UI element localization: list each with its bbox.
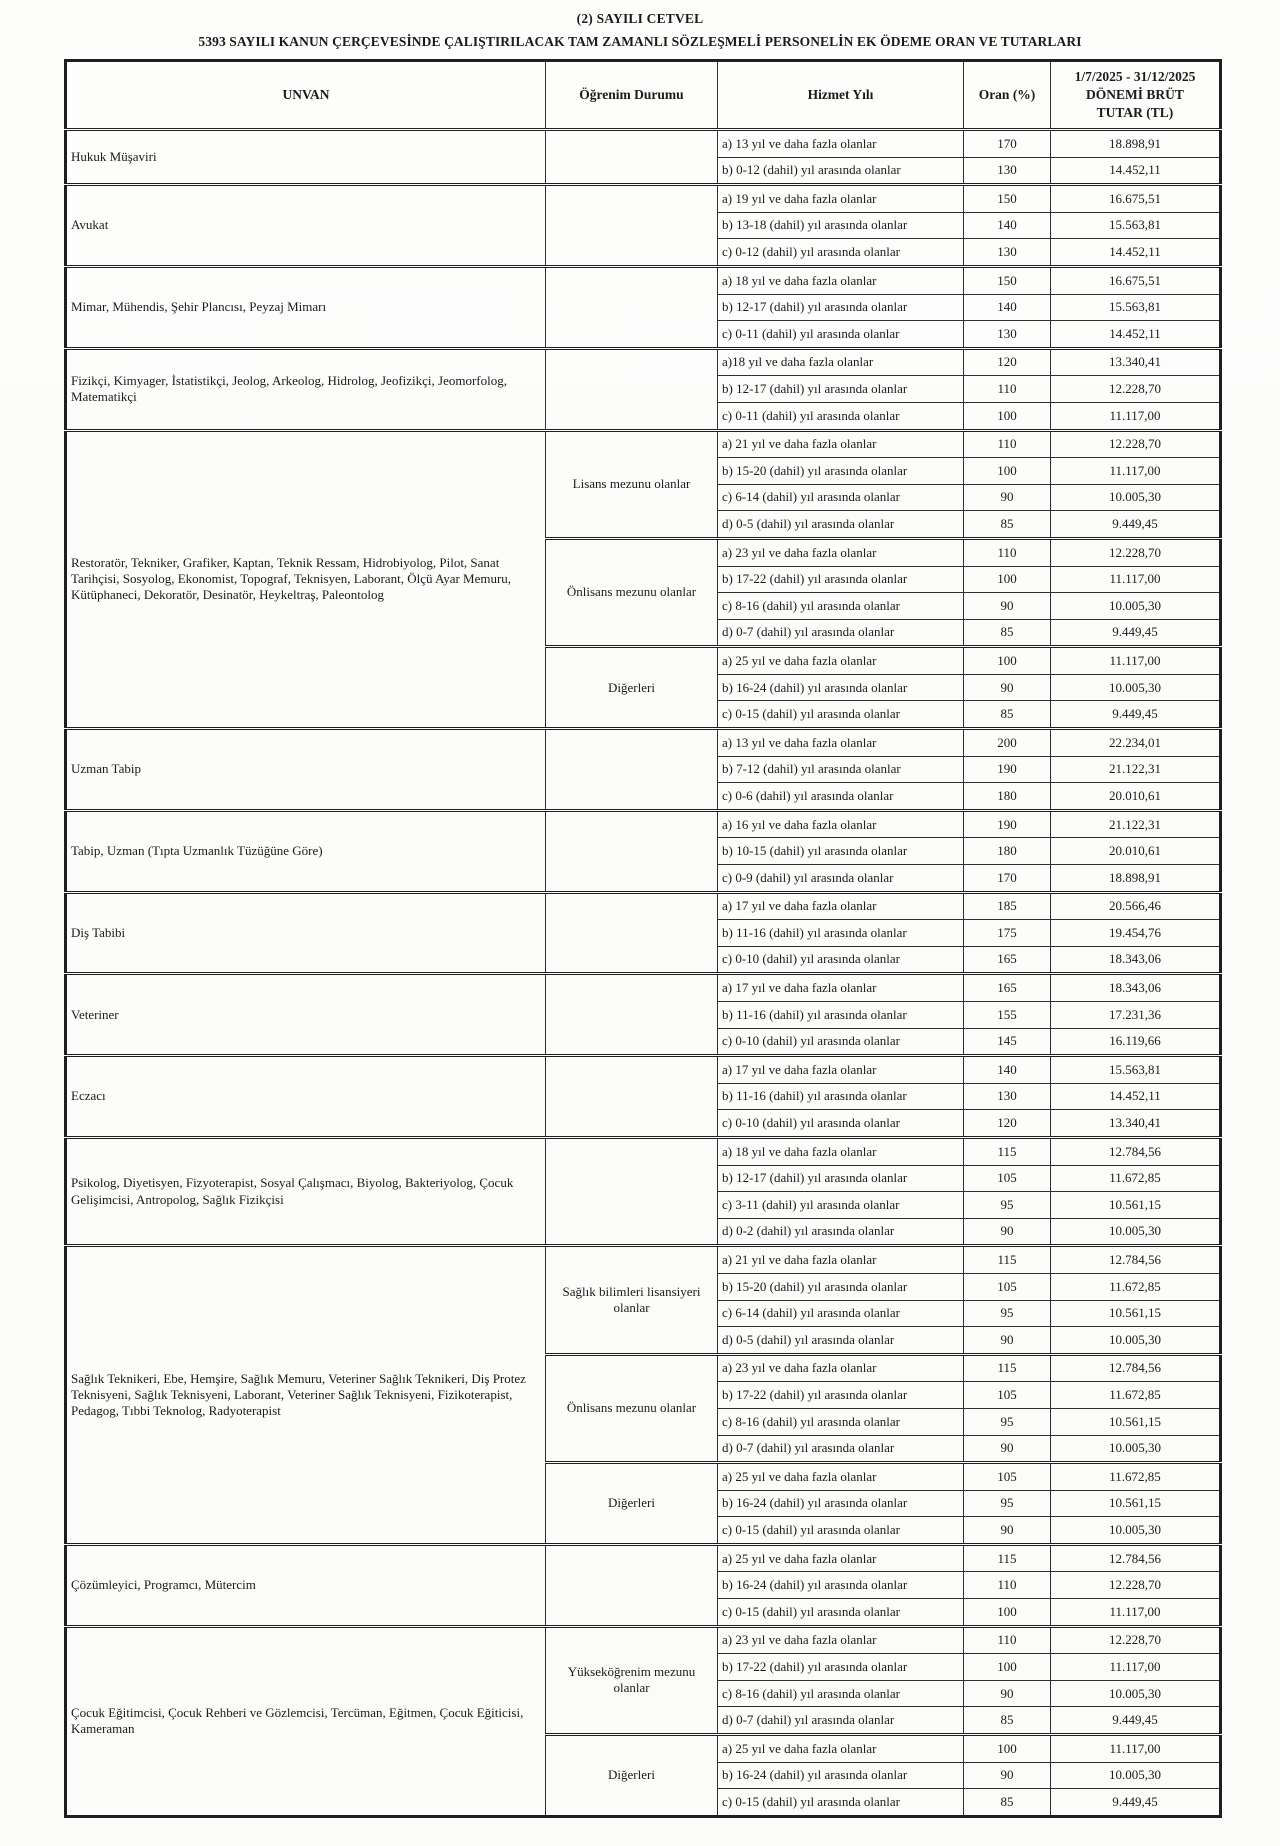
tutar-cell: 18.343,06 bbox=[1051, 974, 1221, 1002]
egitim-cell bbox=[546, 130, 718, 185]
tutar-cell: 9.449,45 bbox=[1051, 1707, 1221, 1735]
hizmet-yili-cell: b) 11-16 (dahil) yıl arasında olanlar bbox=[718, 920, 964, 947]
table-row bbox=[66, 266, 1221, 294]
hizmet-yili-cell: a) 23 yıl ve daha fazla olanlar bbox=[718, 1626, 964, 1654]
hizmet-yili-cell: d) 0-5 (dahil) yıl arasında olanlar bbox=[718, 511, 964, 539]
unvan-cell: Eczacı bbox=[66, 1056, 546, 1138]
col-egitim: Öğrenim Durumu bbox=[546, 61, 718, 130]
hizmet-yili-cell: a) 13 yıl ve daha fazla olanlar bbox=[718, 130, 964, 158]
hizmet-yili-cell: a) 25 yıl ve daha fazla olanlar bbox=[718, 647, 964, 675]
tutar-cell: 12.784,56 bbox=[1051, 1354, 1221, 1382]
tutar-cell: 9.449,45 bbox=[1051, 511, 1221, 539]
oran-cell: 95 bbox=[964, 1300, 1051, 1327]
unvan-cell: Sağlık Teknikeri, Ebe, Hemşire, Sağlık Memuru, Veteriner Sağlık Teknikeri, Diş Protez Teknisyeni, Sağlık Teknisyeni, Laborant, Veteriner Sağlık Teknisyeni, Fizikoterapist, Pedagog, Tıbbi Teknolog, Radyoterapist bbox=[66, 1246, 546, 1545]
table-body bbox=[66, 130, 1221, 1817]
hizmet-yili-cell: c) 8-16 (dahil) yıl arasında olanlar bbox=[718, 593, 964, 620]
oran-cell: 105 bbox=[964, 1273, 1051, 1300]
table-header-row bbox=[66, 61, 1221, 130]
oran-cell: 110 bbox=[964, 1572, 1051, 1599]
hizmet-yili-cell: b) 16-24 (dahil) yıl arasında olanlar bbox=[718, 1572, 964, 1599]
tutar-cell: 14.452,11 bbox=[1051, 157, 1221, 185]
egitim-cell bbox=[546, 1544, 718, 1626]
tutar-cell: 11.117,00 bbox=[1051, 566, 1221, 593]
oran-cell: 85 bbox=[964, 511, 1051, 539]
hizmet-yili-cell: c) 8-16 (dahil) yıl arasında olanlar bbox=[718, 1680, 964, 1707]
tutar-cell: 13.340,41 bbox=[1051, 348, 1221, 376]
oran-cell: 115 bbox=[964, 1137, 1051, 1165]
egitim-cell bbox=[546, 348, 718, 430]
table-row bbox=[66, 130, 1221, 158]
egitim-cell bbox=[546, 892, 718, 974]
hizmet-yili-cell: a) 17 yıl ve daha fazla olanlar bbox=[718, 892, 964, 920]
oran-cell: 120 bbox=[964, 1110, 1051, 1138]
oran-cell: 130 bbox=[964, 157, 1051, 185]
hizmet-yili-cell: b) 12-17 (dahil) yıl arasında olanlar bbox=[718, 376, 964, 403]
oran-cell: 100 bbox=[964, 647, 1051, 675]
oran-cell: 100 bbox=[964, 566, 1051, 593]
hizmet-yili-cell: c) 6-14 (dahil) yıl arasında olanlar bbox=[718, 1300, 964, 1327]
hizmet-yili-cell: a) 23 yıl ve daha fazla olanlar bbox=[718, 1354, 964, 1382]
oran-cell: 165 bbox=[964, 946, 1051, 974]
table-row bbox=[66, 348, 1221, 376]
tutar-cell: 11.117,00 bbox=[1051, 402, 1221, 430]
egitim-cell: Önlisans mezunu olanlar bbox=[546, 538, 718, 646]
col-oran: Oran (%) bbox=[964, 61, 1051, 130]
col-hizmet: Hizmet Yılı bbox=[718, 61, 964, 130]
tutar-cell: 10.561,15 bbox=[1051, 1408, 1221, 1435]
hizmet-yili-cell: b) 17-22 (dahil) yıl arasında olanlar bbox=[718, 1654, 964, 1681]
tutar-cell: 12.228,70 bbox=[1051, 538, 1221, 566]
oran-cell: 140 bbox=[964, 294, 1051, 321]
tutar-cell: 14.452,11 bbox=[1051, 321, 1221, 349]
col-tutar-line: DÖNEMİ BRÜT bbox=[1086, 86, 1184, 102]
hizmet-yili-cell: b) 17-22 (dahil) yıl arasında olanlar bbox=[718, 566, 964, 593]
egitim-cell: Sağlık bilimleri lisansiyeri olanlar bbox=[546, 1246, 718, 1354]
tutar-cell: 10.005,30 bbox=[1051, 1517, 1221, 1545]
oran-cell: 95 bbox=[964, 1490, 1051, 1517]
hizmet-yili-cell: c) 0-15 (dahil) yıl arasında olanlar bbox=[718, 1517, 964, 1545]
oran-cell: 170 bbox=[964, 865, 1051, 893]
ek-odeme-table bbox=[64, 59, 1222, 1818]
tutar-cell: 12.784,56 bbox=[1051, 1544, 1221, 1572]
tutar-cell: 12.228,70 bbox=[1051, 376, 1221, 403]
tutar-cell: 14.452,11 bbox=[1051, 1083, 1221, 1110]
hizmet-yili-cell: d) 0-2 (dahil) yıl arasında olanlar bbox=[718, 1218, 964, 1246]
tutar-cell: 10.005,30 bbox=[1051, 593, 1221, 620]
oran-cell: 90 bbox=[964, 1327, 1051, 1355]
oran-cell: 105 bbox=[964, 1165, 1051, 1192]
tutar-cell: 21.122,31 bbox=[1051, 810, 1221, 838]
unvan-cell: Psikolog, Diyetisyen, Fizyoterapist, Sosyal Çalışmacı, Biyolog, Bakteriyolog, Çocuk Gelişimcisi, Antropolog, Sağlık Fizikçisi bbox=[66, 1137, 546, 1245]
tutar-cell: 12.228,70 bbox=[1051, 1626, 1221, 1654]
unvan-cell: Tabip, Uzman (Tıpta Uzmanlık Tüzüğüne Göre) bbox=[66, 810, 546, 892]
tutar-cell: 11.672,85 bbox=[1051, 1165, 1221, 1192]
hizmet-yili-cell: a) 25 yıl ve daha fazla olanlar bbox=[718, 1735, 964, 1763]
tutar-cell: 19.454,76 bbox=[1051, 920, 1221, 947]
egitim-cell bbox=[546, 185, 718, 267]
oran-cell: 85 bbox=[964, 1789, 1051, 1817]
table-row bbox=[66, 729, 1221, 757]
col-tutar bbox=[1051, 61, 1221, 130]
oran-cell: 140 bbox=[964, 212, 1051, 239]
document-title: (2) SAYILI CETVEL bbox=[576, 11, 704, 26]
table-row bbox=[66, 1056, 1221, 1084]
hizmet-yili-cell: a) 16 yıl ve daha fazla olanlar bbox=[718, 810, 964, 838]
tutar-cell: 10.005,30 bbox=[1051, 484, 1221, 511]
egitim-cell bbox=[546, 1137, 718, 1245]
hizmet-yili-cell: c) 0-15 (dahil) yıl arasında olanlar bbox=[718, 1789, 964, 1817]
hizmet-yili-cell: c) 3-11 (dahil) yıl arasında olanlar bbox=[718, 1192, 964, 1219]
unvan-cell: Mimar, Mühendis, Şehir Plancısı, Peyzaj Mimarı bbox=[66, 266, 546, 348]
hizmet-yili-cell: a) 21 yıl ve daha fazla olanlar bbox=[718, 430, 964, 458]
hizmet-yili-cell: d) 0-7 (dahil) yıl arasında olanlar bbox=[718, 1707, 964, 1735]
egitim-cell: Yükseköğrenim mezunu olanlar bbox=[546, 1626, 718, 1734]
oran-cell: 100 bbox=[964, 1735, 1051, 1763]
hizmet-yili-cell: a)18 yıl ve daha fazla olanlar bbox=[718, 348, 964, 376]
hizmet-yili-cell: c) 6-14 (dahil) yıl arasında olanlar bbox=[718, 484, 964, 511]
hizmet-yili-cell: c) 0-11 (dahil) yıl arasında olanlar bbox=[718, 402, 964, 430]
tutar-cell: 12.784,56 bbox=[1051, 1137, 1221, 1165]
tutar-cell: 12.784,56 bbox=[1051, 1246, 1221, 1274]
hizmet-yili-cell: c) 0-15 (dahil) yıl arasında olanlar bbox=[718, 1599, 964, 1627]
unvan-cell: Hukuk Müşaviri bbox=[66, 130, 546, 185]
egitim-cell: Önlisans mezunu olanlar bbox=[546, 1354, 718, 1462]
oran-cell: 130 bbox=[964, 239, 1051, 267]
egitim-cell: Diğerleri bbox=[546, 1735, 718, 1817]
oran-cell: 145 bbox=[964, 1028, 1051, 1056]
oran-cell: 85 bbox=[964, 1707, 1051, 1735]
egitim-cell bbox=[546, 266, 718, 348]
hizmet-yili-cell: c) 8-16 (dahil) yıl arasında olanlar bbox=[718, 1408, 964, 1435]
tutar-cell: 10.561,15 bbox=[1051, 1490, 1221, 1517]
hizmet-yili-cell: d) 0-5 (dahil) yıl arasında olanlar bbox=[718, 1327, 964, 1355]
oran-cell: 200 bbox=[964, 729, 1051, 757]
hizmet-yili-cell: b) 16-24 (dahil) yıl arasında olanlar bbox=[718, 674, 964, 701]
oran-cell: 100 bbox=[964, 1654, 1051, 1681]
tutar-cell: 15.563,81 bbox=[1051, 294, 1221, 321]
egitim-cell: Lisans mezunu olanlar bbox=[546, 430, 718, 538]
hizmet-yili-cell: b) 7-12 (dahil) yıl arasında olanlar bbox=[718, 756, 964, 783]
hizmet-yili-cell: c) 0-12 (dahil) yıl arasında olanlar bbox=[718, 239, 964, 267]
oran-cell: 95 bbox=[964, 1408, 1051, 1435]
hizmet-yili-cell: b) 15-20 (dahil) yıl arasında olanlar bbox=[718, 1273, 964, 1300]
oran-cell: 185 bbox=[964, 892, 1051, 920]
oran-cell: 130 bbox=[964, 321, 1051, 349]
tutar-cell: 11.117,00 bbox=[1051, 1599, 1221, 1627]
unvan-cell: Veteriner bbox=[66, 974, 546, 1056]
oran-cell: 90 bbox=[964, 1218, 1051, 1246]
tutar-cell: 20.010,61 bbox=[1051, 783, 1221, 811]
tutar-cell: 11.117,00 bbox=[1051, 1654, 1221, 1681]
oran-cell: 90 bbox=[964, 674, 1051, 701]
oran-cell: 90 bbox=[964, 593, 1051, 620]
tutar-cell: 14.452,11 bbox=[1051, 239, 1221, 267]
oran-cell: 110 bbox=[964, 430, 1051, 458]
oran-cell: 90 bbox=[964, 1762, 1051, 1789]
oran-cell: 90 bbox=[964, 484, 1051, 511]
oran-cell: 120 bbox=[964, 348, 1051, 376]
oran-cell: 190 bbox=[964, 810, 1051, 838]
tutar-cell: 20.566,46 bbox=[1051, 892, 1221, 920]
oran-cell: 150 bbox=[964, 266, 1051, 294]
hizmet-yili-cell: b) 10-15 (dahil) yıl arasında olanlar bbox=[718, 838, 964, 865]
oran-cell: 110 bbox=[964, 376, 1051, 403]
col-tutar-line: 1/7/2025 - 31/12/2025 bbox=[1074, 68, 1196, 84]
oran-cell: 180 bbox=[964, 783, 1051, 811]
unvan-cell: Çözümleyici, Programcı, Mütercim bbox=[66, 1544, 546, 1626]
oran-cell: 115 bbox=[964, 1354, 1051, 1382]
table-header bbox=[66, 61, 1221, 130]
table-row bbox=[66, 1246, 1221, 1274]
tutar-cell: 21.122,31 bbox=[1051, 756, 1221, 783]
tutar-cell: 10.005,30 bbox=[1051, 674, 1221, 701]
hizmet-yili-cell: a) 23 yıl ve daha fazla olanlar bbox=[718, 538, 964, 566]
oran-cell: 150 bbox=[964, 185, 1051, 213]
oran-cell: 140 bbox=[964, 1056, 1051, 1084]
hizmet-yili-cell: d) 0-7 (dahil) yıl arasında olanlar bbox=[718, 619, 964, 647]
tutar-cell: 13.340,41 bbox=[1051, 1110, 1221, 1138]
hizmet-yili-cell: b) 12-17 (dahil) yıl arasında olanlar bbox=[718, 1165, 964, 1192]
unvan-cell: Restoratör, Tekniker, Grafiker, Kaptan, Teknik Ressam, Hidrobiyolog, Pilot, Sanat Tarihçisi, Sosyolog, Ekonomist, Topograf, Teknisyen, Laborant, Ölçü Ayar Memuru, Kütüphaneci, Dekoratör, Desinatör, Heykeltraş, Paleontolog bbox=[66, 430, 546, 729]
oran-cell: 170 bbox=[964, 130, 1051, 158]
tutar-cell: 11.672,85 bbox=[1051, 1382, 1221, 1409]
hizmet-yili-cell: c) 0-15 (dahil) yıl arasında olanlar bbox=[718, 701, 964, 729]
oran-cell: 115 bbox=[964, 1246, 1051, 1274]
table-row bbox=[66, 185, 1221, 213]
oran-cell: 90 bbox=[964, 1435, 1051, 1463]
tutar-cell: 10.561,15 bbox=[1051, 1300, 1221, 1327]
egitim-cell bbox=[546, 810, 718, 892]
col-tutar-line: TUTAR (TL) bbox=[1096, 105, 1174, 121]
oran-cell: 105 bbox=[964, 1382, 1051, 1409]
tutar-cell: 10.005,30 bbox=[1051, 1327, 1221, 1355]
table-row bbox=[66, 892, 1221, 920]
unvan-cell: Diş Tabibi bbox=[66, 892, 546, 974]
oran-cell: 180 bbox=[964, 838, 1051, 865]
tutar-cell: 12.228,70 bbox=[1051, 430, 1221, 458]
tutar-cell: 18.898,91 bbox=[1051, 865, 1221, 893]
hizmet-yili-cell: a) 25 yıl ve daha fazla olanlar bbox=[718, 1463, 964, 1491]
oran-cell: 85 bbox=[964, 619, 1051, 647]
oran-cell: 130 bbox=[964, 1083, 1051, 1110]
tutar-cell: 18.898,91 bbox=[1051, 130, 1221, 158]
tutar-cell: 11.672,85 bbox=[1051, 1273, 1221, 1300]
unvan-cell: Avukat bbox=[66, 185, 546, 267]
unvan-cell: Fizikçi, Kimyager, İstatistikçi, Jeolog, Arkeolog, Hidrolog, Jeofizikçi, Jeomorfolog, Matematikçi bbox=[66, 348, 546, 430]
egitim-cell bbox=[546, 1056, 718, 1138]
tutar-cell: 16.119,66 bbox=[1051, 1028, 1221, 1056]
oran-cell: 175 bbox=[964, 920, 1051, 947]
col-unvan: UNVAN bbox=[66, 61, 546, 130]
table-row bbox=[66, 1626, 1221, 1654]
hizmet-yili-cell: b) 16-24 (dahil) yıl arasında olanlar bbox=[718, 1762, 964, 1789]
oran-cell: 90 bbox=[964, 1517, 1051, 1545]
oran-cell: 85 bbox=[964, 701, 1051, 729]
oran-cell: 105 bbox=[964, 1463, 1051, 1491]
oran-cell: 110 bbox=[964, 538, 1051, 566]
oran-cell: 165 bbox=[964, 974, 1051, 1002]
unvan-cell: Uzman Tabip bbox=[66, 729, 546, 811]
document-subtitle: 5393 SAYILI KANUN ÇERÇEVESİNDE ÇALIŞTIRILACAK TAM ZAMANLI SÖZLEŞMELİ PERSONELİN EK ÖDEME ORAN VE TUTARLARI bbox=[198, 34, 1082, 49]
tutar-cell: 22.234,01 bbox=[1051, 729, 1221, 757]
hizmet-yili-cell: b) 12-17 (dahil) yıl arasında olanlar bbox=[718, 294, 964, 321]
table-row bbox=[66, 1137, 1221, 1165]
tutar-cell: 9.449,45 bbox=[1051, 619, 1221, 647]
egitim-cell bbox=[546, 729, 718, 811]
tutar-cell: 11.672,85 bbox=[1051, 1463, 1221, 1491]
oran-cell: 110 bbox=[964, 1626, 1051, 1654]
hizmet-yili-cell: a) 18 yıl ve daha fazla olanlar bbox=[718, 1137, 964, 1165]
oran-cell: 100 bbox=[964, 402, 1051, 430]
tutar-cell: 9.449,45 bbox=[1051, 1789, 1221, 1817]
tutar-cell: 10.005,30 bbox=[1051, 1218, 1221, 1246]
table-row bbox=[66, 430, 1221, 458]
hizmet-yili-cell: c) 0-9 (dahil) yıl arasında olanlar bbox=[718, 865, 964, 893]
hizmet-yili-cell: a) 19 yıl ve daha fazla olanlar bbox=[718, 185, 964, 213]
hizmet-yili-cell: a) 17 yıl ve daha fazla olanlar bbox=[718, 974, 964, 1002]
oran-cell: 90 bbox=[964, 1680, 1051, 1707]
hizmet-yili-cell: a) 25 yıl ve daha fazla olanlar bbox=[718, 1544, 964, 1572]
tutar-cell: 12.228,70 bbox=[1051, 1572, 1221, 1599]
hizmet-yili-cell: a) 18 yıl ve daha fazla olanlar bbox=[718, 266, 964, 294]
hizmet-yili-cell: b) 0-12 (dahil) yıl arasında olanlar bbox=[718, 157, 964, 185]
hizmet-yili-cell: b) 16-24 (dahil) yıl arasında olanlar bbox=[718, 1490, 964, 1517]
hizmet-yili-cell: c) 0-10 (dahil) yıl arasında olanlar bbox=[718, 1110, 964, 1138]
tutar-cell: 20.010,61 bbox=[1051, 838, 1221, 865]
oran-cell: 95 bbox=[964, 1192, 1051, 1219]
tutar-cell: 16.675,51 bbox=[1051, 185, 1221, 213]
table-row bbox=[66, 810, 1221, 838]
hizmet-yili-cell: a) 13 yıl ve daha fazla olanlar bbox=[718, 729, 964, 757]
hizmet-yili-cell: a) 21 yıl ve daha fazla olanlar bbox=[718, 1246, 964, 1274]
hizmet-yili-cell: c) 0-10 (dahil) yıl arasında olanlar bbox=[718, 1028, 964, 1056]
hizmet-yili-cell: b) 17-22 (dahil) yıl arasında olanlar bbox=[718, 1382, 964, 1409]
hizmet-yili-cell: b) 11-16 (dahil) yıl arasında olanlar bbox=[718, 1083, 964, 1110]
tutar-cell: 15.563,81 bbox=[1051, 212, 1221, 239]
oran-cell: 100 bbox=[964, 458, 1051, 485]
tutar-cell: 11.117,00 bbox=[1051, 1735, 1221, 1763]
table-row bbox=[66, 974, 1221, 1002]
oran-cell: 190 bbox=[964, 756, 1051, 783]
hizmet-yili-cell: c) 0-10 (dahil) yıl arasında olanlar bbox=[718, 946, 964, 974]
oran-cell: 115 bbox=[964, 1544, 1051, 1572]
tutar-cell: 9.449,45 bbox=[1051, 701, 1221, 729]
tutar-cell: 18.343,06 bbox=[1051, 946, 1221, 974]
hizmet-yili-cell: b) 15-20 (dahil) yıl arasında olanlar bbox=[718, 458, 964, 485]
hizmet-yili-cell: d) 0-7 (dahil) yıl arasında olanlar bbox=[718, 1435, 964, 1463]
table-row bbox=[66, 1544, 1221, 1572]
tutar-cell: 10.561,15 bbox=[1051, 1192, 1221, 1219]
tutar-cell: 10.005,30 bbox=[1051, 1435, 1221, 1463]
egitim-cell: Diğerleri bbox=[546, 1463, 718, 1545]
hizmet-yili-cell: c) 0-11 (dahil) yıl arasında olanlar bbox=[718, 321, 964, 349]
hizmet-yili-cell: b) 11-16 (dahil) yıl arasında olanlar bbox=[718, 1002, 964, 1029]
hizmet-yili-cell: b) 13-18 (dahil) yıl arasında olanlar bbox=[718, 212, 964, 239]
oran-cell: 155 bbox=[964, 1002, 1051, 1029]
egitim-cell: Diğerleri bbox=[546, 647, 718, 729]
tutar-cell: 16.675,51 bbox=[1051, 266, 1221, 294]
unvan-cell: Çocuk Eğitimcisi, Çocuk Rehberi ve Gözlemcisi, Tercüman, Eğitmen, Çocuk Eğiticisi, Kameraman bbox=[66, 1626, 546, 1816]
tutar-cell: 11.117,00 bbox=[1051, 647, 1221, 675]
egitim-cell bbox=[546, 974, 718, 1056]
hizmet-yili-cell: a) 17 yıl ve daha fazla olanlar bbox=[718, 1056, 964, 1084]
tutar-cell: 10.005,30 bbox=[1051, 1762, 1221, 1789]
tutar-cell: 11.117,00 bbox=[1051, 458, 1221, 485]
tutar-cell: 15.563,81 bbox=[1051, 1056, 1221, 1084]
hizmet-yili-cell: c) 0-6 (dahil) yıl arasında olanlar bbox=[718, 783, 964, 811]
tutar-cell: 17.231,36 bbox=[1051, 1002, 1221, 1029]
oran-cell: 100 bbox=[964, 1599, 1051, 1627]
tutar-cell: 10.005,30 bbox=[1051, 1680, 1221, 1707]
